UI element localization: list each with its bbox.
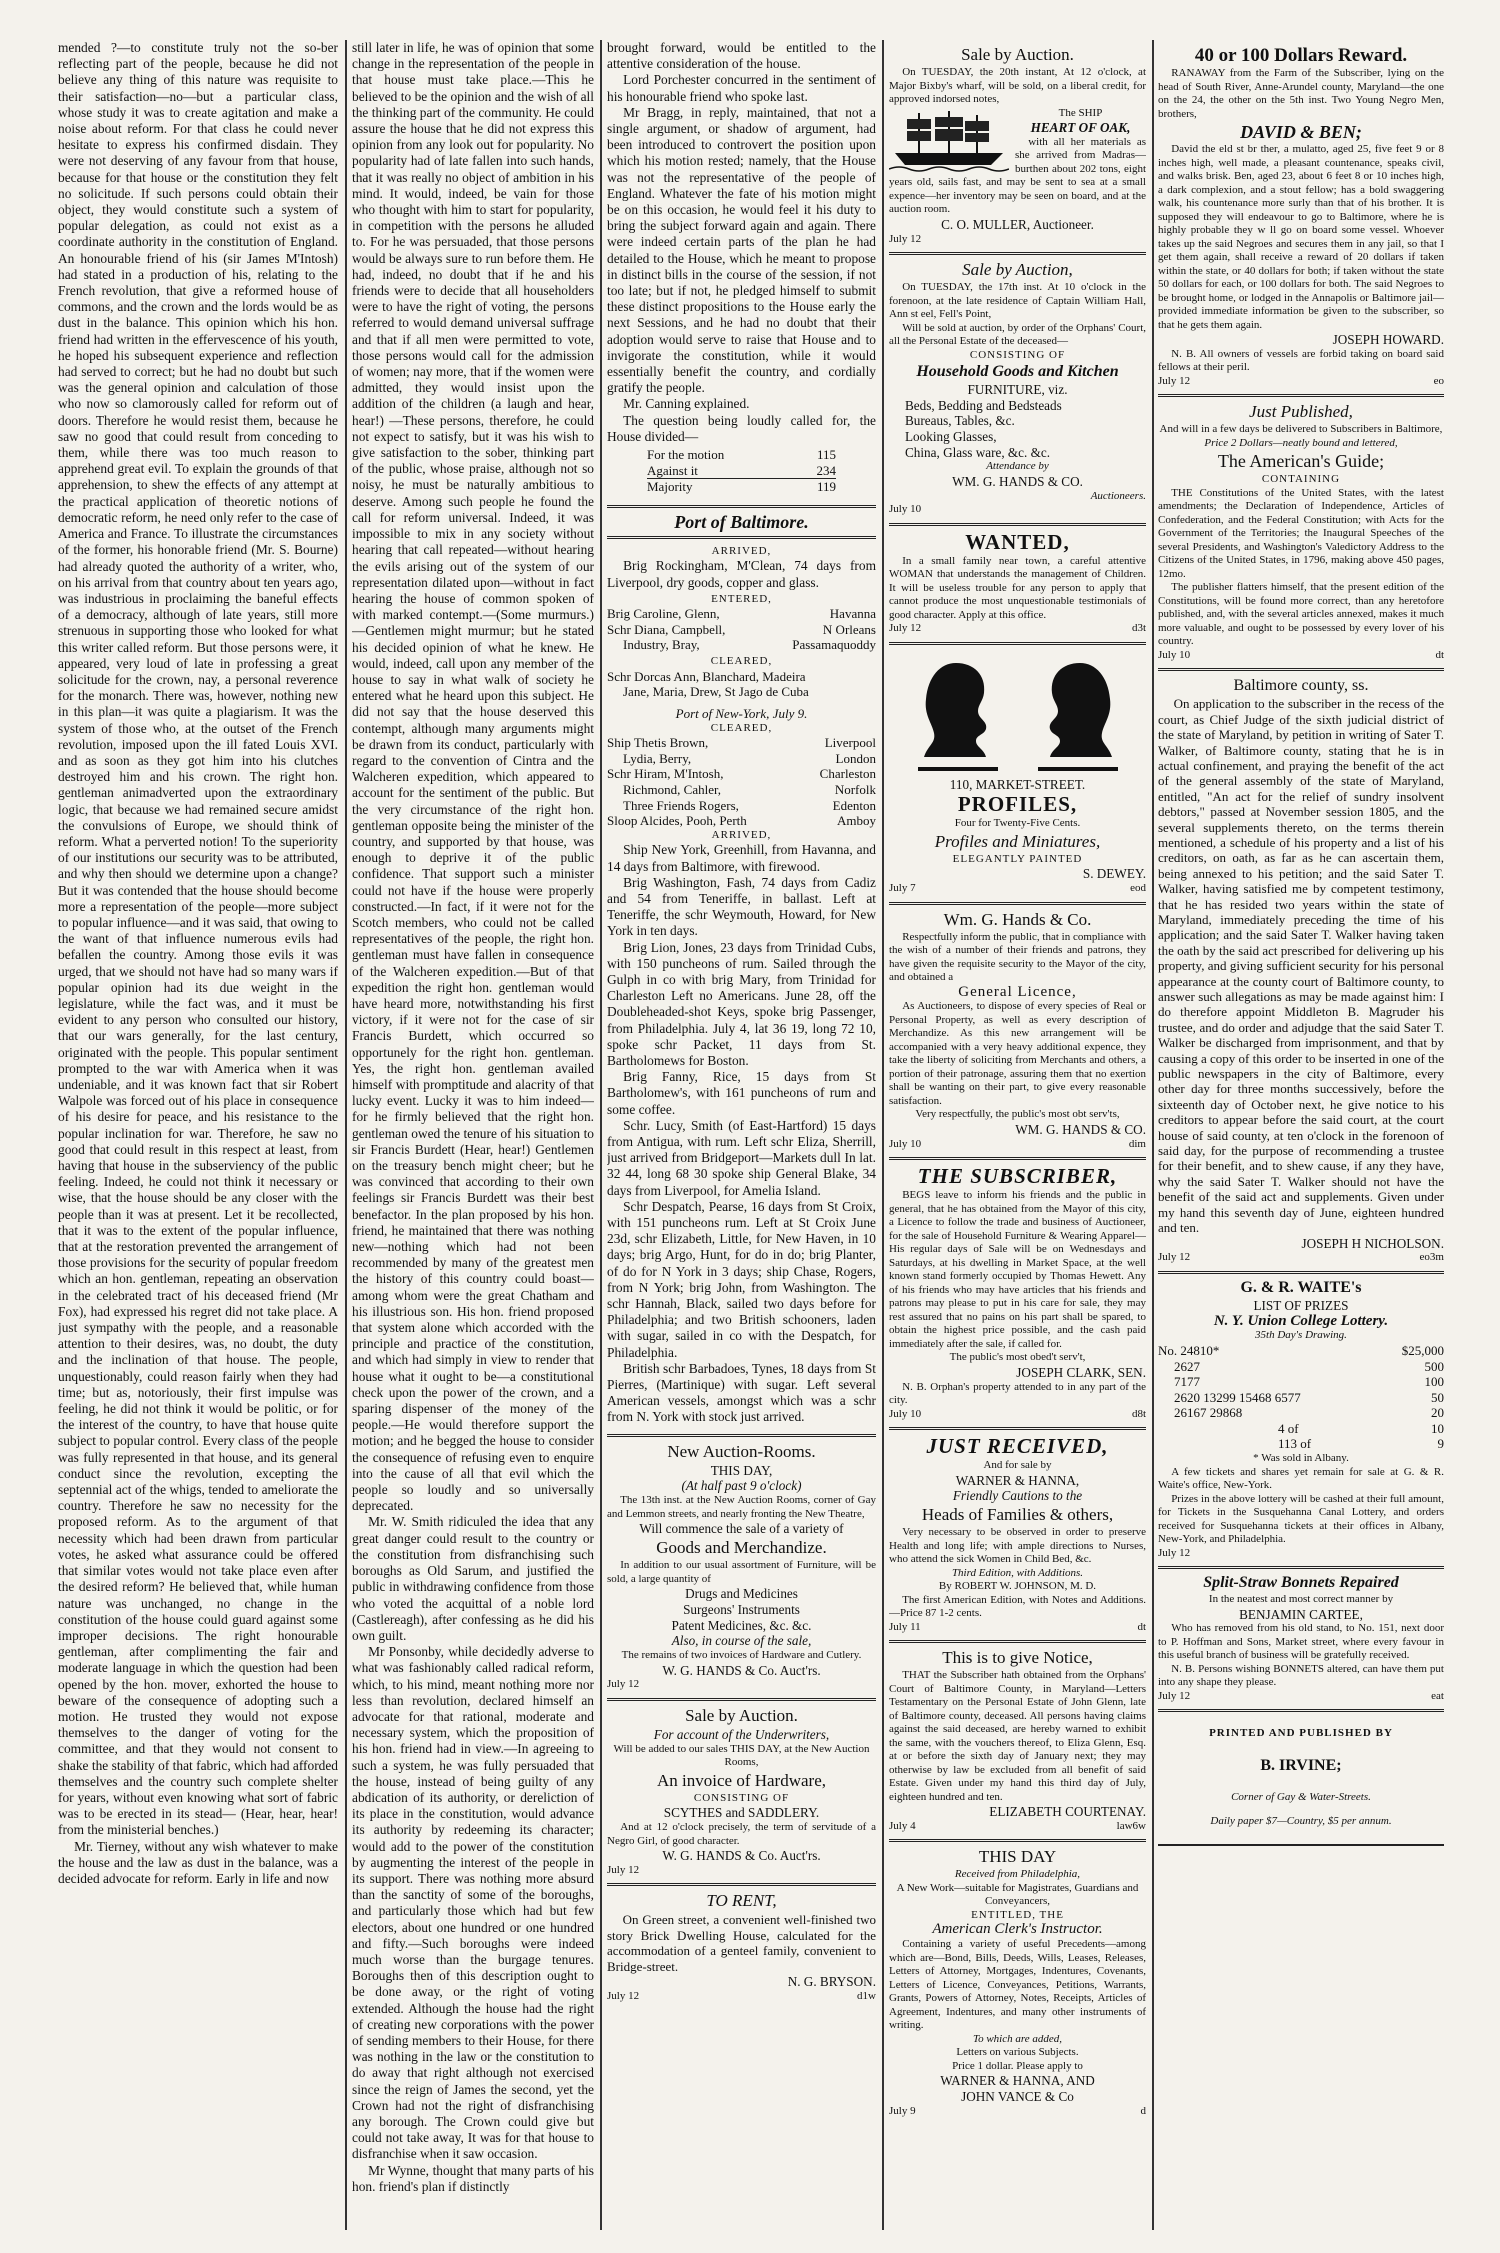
- speech-paragraph: mended ?—to constitute truly not the so-ber reflecting part of the people, because he did not believe any thing of this nature was requisite to their satisfaction—no—but a particular class, whose study it was to create agitation and make a noise about reform. For that class he could never hesitate to express his confirmed disdain. They were not deserving of any favour from that house, because for that house or the constitution they felt no solicitude. If such persons could obtain their object, they would constitute such a system of popular delegation, as could not exist as a coordinate authority in the constitution of England. An honourable friend of his (sir James M'Intosh) had stated in a production of his, relating to the French revolution, that give a reformed house of commons, and the crown and the lords would be as dust in the balance. This opinion which his hon. friend had written in the effervescence of his youth, he hoped his subsequent experience and reflection had served to correct; but he had no doubt but such was the general opinion and calculation of those who now so clamorously called for reform out of doors. Therefore he would resist them, because he saw no good that could result from conceding to them, while there was too much reason to apprehend great evil. To explain the grounds of that apprehension, to shew the effects of any attempt at the practical application of theoretic notions of democratic reform, he need only refer to the case of America and France. To illustrate the circumstances of the former, his honorable friend (Mr. S. Bourne) had already quoted the authority of a writer, who, on his arrival from that country about ten years ago, was industrious in proclaiming the baneful effects of a democracy, although of late years, still more strenuous in supporting those who looked for what this writer called reform. But those persons were, it appeared, very loud of late in professing a great solicitude for the crown, nay, a personal reverence for the monarch. There was, however, nothing new in this plan—it was quite a plagiarism. It was the system of those who, at the outset of the French revolution, imposed upon the ill fated Louis XVI. and as soon as they got him into his clutches destroyed him and his crown. The right hon. gentleman animadverted upon the extraordinary logic, that because we had remained secure amidst the convulsions of Europe, we should think of reform. What a perverted notion! To the superiority of our institutions our security was to be attributed, and why then should we determine upon a change? But it was contended that the house should become more a representation of the people—more subject to popular influence—and it was said, that owing to the want of that influence numerous evils had befallen the country. Among those evils it was urged, that we should not have had so many wars if popular opinion had its due weight in the legislature, while the fact was, and it must be evident to any person who consulted our history, that our wars generally, for the last century, originated with the people. This popular sentiment prompted to the war with America when it was undeniable, and it was known fact that sir Robert Walpole was forced out of his place in consequence of his desire for peace, and his resistance to the popular inclination for war. Therefore, he saw no good that could result in this respect at least, from having that house in the subserviency of the public feeling. Indeed, he could not think it necessary or wise, that the house should be any closer with the people than it was at present. Let it be recollected, that it was to the extent of the popular influence, that at the restoration prevented the arrangement of those provisions for the security of popular freedom which an hon. gentleman, repeating an observation in the celebrated tract of his deceased friend (Mr Fox), had expressed his regret did not take place. A just sympathy with the people, and a reasonable attention to their desires, was, no doubt, the duty and the inclination of that house. The people, unquestionably, could reason fairly when they had time; but as, notoriously, their first impulse was feeling, he did not think it would be politic, or for the interest of the country, to have that house quite subject to popular control. Every class of the people was fully represented in that house, and its general conduct since the revolution, excepting the septennial act of the whigs, tended to ameliorate the country. Therefore he saw no necessity for the proposed reform. As to the argument of that necessity which had been drawn from particular votes, he asked what assurance could be offered that similar votes would not take place even after the desired reform? He believed that, while human nature was unchanged, no change in the constitution of the house could guard against some improper decisions. The right honourable gentleman, after complimenting the fair and moderate language in which the question had been opened by the hon. mover, exhorted the house to beware of the consequence of adopting such a motion. He trusted they would not expose themselves to the danger of voting for the committee, and that they would not consent to shake the stability of that fabric, which had afforded themselves and the country such complete shelter for years, without even knowing what sort of fabric was to be erected in its stead— (Hear, hear, hear! from the ministerial benches.): [58, 40, 338, 1838]
- ad-code: law6w: [1116, 1819, 1146, 1832]
- ad-line: The public's most obed't serv't,: [949, 1351, 1086, 1364]
- ad-body: The 13th inst. at the New Auction Rooms, corner of Gay and Lemmon streets, and nearly fronting the New Theatre,: [607, 1494, 876, 1520]
- prize-row: [1158, 1374, 1444, 1390]
- ad-line: To which are added,: [972, 2032, 1063, 2045]
- speech-paragraph: Mr Bragg, in reply, maintained, that not a single argument, or shadow of argument, had been introduced to controvert the position upon which his motion rested; namely, that the House was not the representative of the people of England. Whatever the fate of his motion might be on this occasion, he would feel it his duty to bring the subject forward again and again. There were indeed certain parts of the plan he had detailed to the House, which he meant to propose in distinct bills in the course of the session, if not too late; but if not, he pledged himself to submit these distinct propositions to the House early the next Sessions, and he had no doubt that their adoption would serve to raise that House and to invigorate the constitution, while it would essentially benefit the country, and cordially gratify the people.: [607, 104, 876, 396]
- prize-amount: 9: [1437, 1436, 1444, 1452]
- ad-line: Patent Medicines, &c. &c.: [671, 1617, 812, 1633]
- ad-title: Split-Straw Bonnets Repaired: [1203, 1574, 1399, 1592]
- prize-amount: 100: [1424, 1374, 1444, 1390]
- vessel-name: Ship Thetis Brown,: [607, 735, 709, 751]
- ad-body: N. B. All owners of vessels are forbid taking on board said fellows at their peril.: [1158, 347, 1444, 374]
- prize-amount: 10: [1431, 1420, 1444, 1436]
- ad-body: And at 12 o'clock precisely, the term of servitude of a Negro Girl, of good character.: [607, 1821, 876, 1847]
- column-3: [607, 40, 876, 2230]
- division-for-label: For the motion: [647, 447, 725, 463]
- ad-signature: W. G. HANDS & Co. Auct'rs.: [662, 1662, 821, 1678]
- vessel-name: Richmond, Cahler,: [623, 782, 722, 798]
- ad-signature: WARNER & HANNA, AND: [940, 2073, 1095, 2089]
- prize-row: [1158, 1421, 1444, 1437]
- ad-item: Bureaus, Tables, &c.: [905, 413, 1015, 429]
- vessel-entry: Schr Dorcas Ann, Blanchard, Madeira: [607, 668, 806, 684]
- runaway-reward-ad: [1158, 40, 1444, 394]
- ad-line: Received from Philadelphia,: [954, 1868, 1081, 1881]
- ad-line: SCYTHES and SADDLERY.: [663, 1805, 820, 1821]
- port-label: CLEARED,: [710, 655, 773, 668]
- new-auction-rooms-ad: [607, 1434, 876, 1698]
- vessel-destination: Charleston: [819, 766, 876, 782]
- ad-heading: Heads of Families & others,: [921, 1505, 1114, 1525]
- ad-body: Will be sold at auction, by order of the Orphans' Court, all the Personal Estate of the deceased—: [889, 321, 1146, 348]
- ticket-number: No. 24810*: [1158, 1342, 1220, 1358]
- notice-ad: [889, 1640, 1146, 1839]
- ticket-number: 7177: [1174, 1374, 1200, 1390]
- ad-date: July 12: [889, 232, 922, 245]
- ad-title: Wm. G. Hands & Co.: [943, 909, 1092, 929]
- ad-line: Friendly Cautions to the: [952, 1488, 1083, 1504]
- ad-date: July 12: [607, 1863, 640, 1876]
- ad-heading: Profiles and Miniatures,: [934, 831, 1101, 851]
- speech-paragraph: brought forward, would be entitled to the attentive consideration of the house.: [607, 40, 876, 72]
- ad-title: Just Published,: [1249, 402, 1353, 422]
- ad-code: dim: [1128, 1137, 1146, 1150]
- ad-title: This is to give Notice,: [942, 1648, 1093, 1668]
- division-table: [607, 445, 876, 499]
- port-of-baltimore: [607, 505, 876, 539]
- ad-body: THAT the Subscriber hath obtained from the Orphans' Court of Baltimore County, in Maryland—Letters Testamentary on the Personal Estate of John Glenn, late of Baltimore county, deceased. All persons having claims against the said deceased, are hereby warned to exhibit the same, with the vouchers thereof, to Eliza Glenn, Esq. at or before the sixth day of January next; they may otherwise by law be excluded from all benefit of said Estate. Given under my hand this third day of July, eighteen hundred and ten.: [889, 1669, 1146, 1803]
- column-1: [58, 40, 338, 2220]
- ad-line: And will in a few days be delivered to Subscribers in Baltimore,: [1159, 423, 1443, 436]
- ad-line: ELEGANTLY PAINTED: [952, 852, 1083, 865]
- ad-date: July 10: [889, 503, 922, 516]
- ad-line: 35th Day's Drawing.: [1255, 1329, 1347, 1342]
- ad-title: 40 or 100 Dollars Reward.: [1194, 45, 1408, 66]
- port-entry: Brig Rockingham, M'Clean, 74 days from Liverpool, dry goods, copper and glass.: [607, 558, 876, 590]
- ad-code: dt: [1137, 1620, 1146, 1633]
- ad-line: In the neatest and most correct manner by: [1208, 1593, 1394, 1606]
- ad-code: dt: [1435, 648, 1444, 661]
- ad-line: LIST OF PRIZES: [1253, 1297, 1349, 1313]
- ticket-number: 4 of: [1278, 1420, 1299, 1436]
- ad-signature: JOSEPH H NICHOLSON.: [1301, 1235, 1444, 1251]
- ad-signature: C. O. MULLER, Auctioneer.: [941, 216, 1094, 232]
- household-sale-ad: [889, 252, 1146, 522]
- ad-line: Four for Twenty-Five Cents.: [954, 817, 1081, 830]
- ad-date: July 11: [889, 1620, 921, 1633]
- ad-signature: WM. G. HANDS & CO.: [952, 473, 1083, 489]
- ad-line: By ROBERT W. JOHNSON, M. D.: [938, 1580, 1097, 1593]
- division-against-label: Against it: [647, 462, 698, 478]
- ad-title: THIS DAY: [978, 1847, 1057, 1867]
- vessel-destination: Liverpool: [824, 735, 876, 751]
- division-majority-value: 119: [816, 479, 836, 495]
- ad-line: Surgeons' Instruments: [683, 1601, 800, 1617]
- ad-signature: JOSEPH CLARK, SEN.: [1016, 1364, 1146, 1380]
- ad-body: As Auctioneers, to dispose of every species of Real or Personal Property, as well as every description of Merchandize. As this new arrangement will be accompanied with a very heavy additional expence, they take the liberty of soliciting from Merchants and others, a portion of their patronage, assuring them that no exertion shall be wanting on their part, to give every reasonable satisfaction.: [889, 1000, 1146, 1107]
- ad-date: July 12: [1158, 1689, 1191, 1702]
- ad-code: eo: [1433, 374, 1444, 387]
- ad-line: CONSISTING OF: [693, 1791, 790, 1804]
- port-entry: Schr. Lucy, Smith (of East-Hartford) 15 days from Antigua, with rum. Left schr Eliza, Sherrill, just arrived from Bridgeport—Markets dull In lat. 32 44, long 68 30 spoke ship General Blake, 34 days from Liverpool, for Amelia Island.: [607, 1117, 876, 1198]
- ad-body: On TUESDAY, the 20th instant, At 12 o'clock, at Major Bixby's wharf, will be sold, on a liberal credit, for approved indorsed notes,: [889, 66, 1146, 105]
- ad-line: (At half past 9 o'clock): [681, 1478, 802, 1494]
- speech-paragraph: The question being loudly called for, the House divided—: [607, 412, 876, 444]
- vessel-entry: Jane, Maria, Drew, St Jago de Cuba: [623, 684, 809, 700]
- colophon-line: Corner of Gay & Water-Streets.: [1231, 1790, 1371, 1803]
- ad-signature: WM. G. HANDS & CO.: [1015, 1121, 1146, 1137]
- ship-icon: [889, 109, 1009, 173]
- port-label: ENTERED,: [711, 592, 772, 605]
- just-published-ad: [1158, 394, 1444, 668]
- vessel-name: Schr Diana, Campbell,: [607, 621, 726, 637]
- ad-signature: JOSEPH HOWARD.: [1332, 332, 1444, 347]
- division-against-value: 234: [816, 462, 836, 478]
- ad-line: Price 2 Dollars—neatly bound and lettered,: [1204, 436, 1398, 449]
- profile-silhouette-icon: [910, 655, 1006, 773]
- column-2: [352, 40, 594, 2220]
- licence-ad: [889, 902, 1146, 1158]
- bonnets-ad: [1158, 1566, 1444, 1709]
- ad-body: N. B. Persons wishing BONNETS altered, can have them put into any shape they please.: [1158, 1662, 1444, 1689]
- ad-title: WANTED,: [965, 529, 1070, 554]
- vessel-destination: N Orleans: [822, 621, 876, 637]
- vessel-destination: Norfolk: [834, 782, 876, 798]
- vessel-name: Sloop Alcides, Pooh, Perth: [607, 813, 747, 829]
- ad-line: And for sale by: [983, 1459, 1052, 1472]
- ad-line: Auctioneers.: [1090, 489, 1146, 502]
- ship-sale-ad: [889, 40, 1146, 252]
- subscriber-ad: [889, 1157, 1146, 1427]
- port-entry: Brig Fanny, Rice, 15 days from St Bartholomew's, with 161 puncheons of rum and some coffee.: [607, 1069, 876, 1117]
- ad-date: July 12: [1158, 1251, 1191, 1264]
- ad-line: Very respectfully, the public's most obt serv'ts,: [915, 1108, 1120, 1121]
- prize-row: [1158, 1405, 1444, 1421]
- section-subtitle: Port of New-York, July 9.: [675, 705, 808, 721]
- ad-heading: American Clerk's Instructor.: [932, 1921, 1103, 1938]
- ad-date: July 12: [607, 1678, 640, 1691]
- ad-body: Containing a variety of useful Precedents—among which are—Bond, Bills, Deeds, Wills, Leases, Releases, Letters of Attorney, Mortgages, Indentures, Covenants, Letters of Licence, Conveyances, Petitions, Warrants, Grants, Powers of Attorney, Notes, Receipts, Articles of Agreement, Indentures, and many other instruments of writing.: [889, 1938, 1146, 2032]
- speech-paragraph: Lord Porchester concurred in the sentiment of his honourable friend who spoke last.: [607, 72, 876, 104]
- prize-amount: 500: [1424, 1358, 1444, 1374]
- ship-name: HEART OF OAK,: [1030, 120, 1131, 135]
- division-majority-label: Majority: [647, 479, 693, 495]
- column-rule: [345, 40, 347, 2230]
- vessel-name: Schr Hiram, M'Intosh,: [607, 766, 724, 782]
- clerks-instructor-ad: [889, 1839, 1146, 2124]
- ad-title: TO RENT,: [706, 1891, 777, 1911]
- ad-code: eo3m: [1419, 1251, 1444, 1264]
- port-entry: Ship New York, Greenhill, from Havanna, and 14 days from Baltimore, with firewood.: [607, 842, 876, 874]
- ad-title: THE SUBSCRIBER,: [917, 1164, 1118, 1189]
- ad-line: THIS DAY,: [710, 1462, 773, 1478]
- ad-body: THE Constitutions of the United States, with the latest amendments; the Declaration of Independence, Articles of Confederation, and the Federal Constitution; with Acts for the Government of the Territories; the Inaugural Speeches of the several Presidents, and Washington's Valedictory Address to the Citizens of the United States, in 1796, making above 450 pages, 12mo.: [1158, 486, 1444, 580]
- port-label: ARRIVED,: [711, 828, 772, 841]
- ad-code: d8t: [1131, 1407, 1146, 1420]
- insolvent-notice-ad: [1158, 668, 1444, 1271]
- ad-title: Sale by Auction.: [685, 1705, 798, 1725]
- ad-body: The publisher flatters himself, that the present edition of the Constitutions, will be found more correct, than any heretofore published, and, with the several articles annexed, makes it much more valuable, and ought to be possessed by every lover of his country.: [1158, 581, 1444, 648]
- prize-row: [1158, 1343, 1444, 1359]
- port-entry: Brig Lion, Jones, 23 days from Trinidad Cubs, with 150 puncheons of rum. Sailed through the Gulph in co with brig Mary, from Trinidad for Charleston Left no Americans. June 28, off the Doubleheaded-shot Keys, spoke brig Passenger, from Philadelphia. July 4, lat 36 19, long 72 10, spoke schr Packet, 11 days from St. Bartholomews for Boston.: [607, 939, 876, 1068]
- ad-signature: N. G. BRYSON.: [787, 1974, 876, 1989]
- ticket-number: 113 of: [1278, 1436, 1312, 1452]
- ad-title: New Auction-Rooms.: [667, 1441, 816, 1461]
- ad-line: A New Work—suitable for Magistrates, Guardians and Conveyancers,: [896, 1881, 1139, 1908]
- lottery-ad: [1158, 1271, 1444, 1566]
- ad-code: eod: [1130, 882, 1146, 895]
- ad-body: Who has removed from his old stand, to No. 151, next door to P. Hoffman and Sons, Market street, where every favour in this useful branch of business will be gratefully received.: [1158, 1622, 1444, 1662]
- ad-date: July 4: [889, 1819, 916, 1832]
- ad-title: G. & R. WAITE's: [1240, 1278, 1362, 1296]
- ad-date: July 12: [1158, 374, 1191, 387]
- ad-code: d: [1140, 2104, 1146, 2117]
- colophon-line: PRINTED AND PUBLISHED BY: [1209, 1727, 1393, 1740]
- ad-heading: Household Goods and Kitchen: [916, 363, 1119, 381]
- prize-amount: 50: [1431, 1389, 1444, 1405]
- ad-line: ENTITLED, THE: [971, 1908, 1064, 1921]
- ad-body: A few tickets and shares yet remain for sale at G. & R. Waite's office, New-York.: [1158, 1465, 1444, 1492]
- speech-paragraph: Mr. Canning explained.: [623, 396, 750, 412]
- vessel-destination: London: [835, 750, 876, 766]
- division-for-value: 115: [816, 447, 836, 463]
- ad-heading: N. Y. Union College Lottery.: [1213, 1312, 1389, 1329]
- ad-date: July 9: [889, 2104, 916, 2117]
- ad-code: d3t: [1131, 622, 1146, 635]
- ad-line: Also, in course of the sale,: [671, 1633, 812, 1649]
- silhouette-images: [889, 655, 1146, 773]
- colophon-line: Daily paper $7—Country, $5 per annum.: [1210, 1815, 1392, 1828]
- ad-footnote: * Was sold in Albany.: [1253, 1452, 1349, 1465]
- prize-row: [1158, 1390, 1444, 1406]
- ad-date: July 12: [889, 622, 922, 635]
- speech-paragraph: Mr Ponsonby, while decidedly adverse to what was fashionably called radical reform, which, to his mind, meant nothing more nor less than revolution, declared himself an advocate for that rational, moderate and necessary system, which the proposition of his hon. friend had in view.—In agreeing to such a system, he was fully persuaded that the house, instead of being guilty of any abdication of its authority, or dereliction of its place in the constitution, would advance its authority by redeeming its character; would add to the power of the constitution by augmenting the interest of the people in its support. There was nothing more absurd than the sanctity of some of the boroughs, and particularly those which had but few electors, about one hundred or one hundred and fifty.—Such boroughs were indeed much worse than the burgage tenures. Boroughs then of this description ought to be done away, or the right of voting extended. Although the house had the right of creating new corporations with the power of sending members to their House, for there was nothing in the law or the constitution to do away that right although not exercised since the reign of James the second, yet the Crown had not the right of disfranchising any borough. The Crown could give but could not take away, It was for that house to disfranchise when it saw occasion.: [352, 1644, 594, 2162]
- column-rule: [882, 40, 884, 2230]
- ad-line: WARNER & HANNA,: [955, 1472, 1080, 1488]
- ad-title: JUST RECEIVED,: [926, 1434, 1109, 1459]
- ad-date: July 10: [1158, 648, 1191, 661]
- prize-row: [1158, 1436, 1444, 1452]
- ticket-number: 2627: [1174, 1358, 1200, 1374]
- ad-line: FURNITURE, viz.: [967, 382, 1068, 398]
- ad-signature: BENJAMIN CARTEE,: [1239, 1606, 1363, 1622]
- ad-body: David the eld st br ther, a mulatto, aged 25, five feet 9 or 8 inches high, well made, a pleasant countenance, speaks civil, and walks brisk. Ben, aged 23, about 6 feet 8 or 10 inches high, a dark complexion, and a stout fellow; has a bold swaggering walk, his countenance more surly than that of his brother. It is supposed they will endeavour to go to Baltimore, where he is highly probable they w ll go on board some vessel. Whoever takes up the said Negroes and secures them in any jail, so that I get them again, shall receive a reward of 20 dollars if taken within the state, or 40 dollars for both; if taken without the state 50 dollars for each, or 100 dollars for both. The said Negroes to be brought home, or lodged in the Annapolis or Baltimore jail—provided immediate information be given to the subscriber, so that he gets them again.: [1158, 143, 1444, 331]
- ad-item: Looking Glasses,: [905, 429, 997, 445]
- ad-title: Baltimore county, ss.: [1233, 677, 1369, 695]
- column-rule: [600, 40, 602, 2230]
- ad-body: with all her materials as she arrived from Madras—burthen about 202 tons, eight years old, sails fast, and may be sent to sea at a small expence—her inventory may be seen on board, and at the auction room.: [889, 135, 1146, 216]
- ad-body: In addition to our usual assortment of Furniture, will be sold, a large quantity of: [607, 1559, 876, 1585]
- port-entry: British schr Barbadoes, Tynes, 18 days from St Pierres, (Martinique) with sugar. Left several American vessels, amongst which was a schr from N. York with stock just arrived.: [607, 1360, 876, 1425]
- ad-line: 110, MARKET-STREET.: [949, 776, 1086, 792]
- ad-line: CONSISTING OF: [969, 348, 1066, 361]
- vessel-name: Lydia, Berry,: [623, 750, 692, 766]
- ad-item: Beds, Bedding and Bedsteads: [905, 397, 1062, 413]
- ad-heading: An invoice of Hardware,: [657, 1770, 826, 1790]
- ad-body: RANAWAY from the Farm of the Subscriber, lying on the head of South River, Anne-Arundel county, Maryland—the one on the 24, the other on the 5th inst. Two Young Negro Men, brothers,: [1158, 67, 1444, 120]
- ad-title: Sale by Auction.: [961, 45, 1074, 64]
- ad-signature: W. G. HANDS & Co. Auct'rs.: [662, 1848, 821, 1864]
- ad-item: China, Glass ware, &c. &c.: [905, 444, 1051, 460]
- port-label: CLEARED,: [710, 721, 773, 734]
- ad-body: The first American Edition, with Notes and Additions.—Price 87 1-2 cents.: [889, 1593, 1146, 1620]
- ad-signature: JOHN VANCE & Co: [961, 2089, 1074, 2105]
- ticket-number: 2620 13299 15468 6577: [1174, 1389, 1301, 1405]
- ad-line: Third Edition, with Additions.: [951, 1566, 1084, 1579]
- wanted-ad: [889, 523, 1146, 642]
- ad-heading: Goods and Merchandize.: [656, 1538, 827, 1557]
- speech-paragraph: Mr. W. Smith ridiculed the idea that any great danger could result to the country or the constitution from disfranchising such boroughs as Old Sarum, and justified the public in withdrawing confidence from those who voted the acquittal of a noble lord (Castlereagh), after confessing as he did his own guilt.: [352, 1514, 594, 1643]
- section-title: Port of Baltimore.: [674, 511, 809, 532]
- speech-paragraph: Mr. Tierney, without any wish whatever to make the house and the law as dust in the balance, was a decided advocate for reform. Early in life and now: [58, 1838, 338, 1886]
- ad-body: Prizes in the above lottery will be cashed at their full amount, for Tickets in the Susquehanna Canal Lottery, and orders received for Susquehanna tickets at their offices in Albany, New-York, and Philadelphia.: [1158, 1492, 1444, 1546]
- ad-body: BEGS leave to inform his friends and the public in general, that he has obtained from the Mayor of this city, a Licence to follow the trade and business of Auctioneer, for the sale of Household Furniture & Wearing Apparel—His regular days of Sale will be on Wednesdays and Saturdays, at his dwelling in Market Space, at the well known stand formerly occupied by Thomas Hewett. Any of his friends who may have articles that his friends and patrons may please to put in his care for sale, they may rest assured that no pains on his part shall be spared, to obtain the highest price possible, and the cash paid immediately after the sale, if called for.: [889, 1189, 1146, 1350]
- speech-paragraph: still later in life, he was of opinion that some change in the representation of the people in that house must take place.—This he believed to be the opinion and the wish of all the thinking part of the community. He could assure the house that he did not express this opinion from any look out for popularity. No popularity had of late fallen into such hands, that it was really no object of ambition in his mind. It would, indeed, be vain for those who thought with him to start for popularity, in competition with the persons he alluded to. For he was persuaded, that those persons would be always sure to run before them. He had, indeed, no doubt that if he and his friends were to decide that all householders were to have the right of voting, the persons referred to would demand universal suffrage and that if all men were permitted to vote, those persons would call for the admission of women; nay more, that if the women were admitted, they would insist upon the addition of the children (a laugh and hear, hear!) —These persons, therefore, he could not expect to satisfy, but it was his wish to give satisfaction to the sober, thinking part of the public, whose praise, although not so noisy, he must be naturally ambitious to deserve. Among such people he found the call for reform universal. Indeed, it was impossible to mix in any society without hearing that call repeated—without hearing the evils arising out of the system of our representation dilated upon—without in fact hearing the house of common spoken of with marked contempt.—(Some murmurs.)—Gentlemen might murmur; but he stated his decided opinion of what he knew. He would, indeed, call upon any member of the house to say in what walk of society he entered what he heard upon this subject. He did not say that the house deserved this contempt, although many arguments might be drawn from its conduct, particularly with regard to the convention of Cintra and the Walcheren expedition, which appeared to account for the sentiment of the public. But the very circumstance of the right hon. gentleman opposite being the minister of the country, and supported by that house, was enough to deprive it of the public confidence. That support such a minister could not have if the house were properly constructed.—In fact, if it were not for the Scotch members, who could not be called representatives of the people, the right hon. gentleman must have fallen in consequence of the Walcheren expedition.—But of that expedition the right hon. gentleman would have heard more, notwithstanding his first victory, if it were not for the case of sir Francis Burdett, which occurred so opportunely for the right hon. gentleman. Yes, the right hon. gentleman availed himself with promptitude and alacrity of that lucky event. Lucky it was to him indeed—for he firmly believed that the right hon. gentleman owed the tenure of his situation to sir Francis Burdett (Hear, hear!) Gentlemen on the treasury bench might cheer; but he was convinced that according to their own feelings sir Francis Burdett was their best benefactor. In the plan proposed by his hon. friend, he maintained that there was nothing new—nothing which had not been recommended by many of the greatest men the history of this country could boast—among whom were the great Chatham and his illustrious son. His hon. friend proposed that system alone which accorded with the principle and practice of the constitution, and which had simply in view to render that house what it ought to be—a constitutional check upon the power of the crown, and a sparing dispenser of the money of the people.—He would therefore support the motion; and he begged the house to consider the consequence of refusing even to enquire into the cause of all that evil which the people so loudly and so universally deprecated.: [352, 40, 594, 1514]
- vessel-destination: Edenton: [832, 797, 876, 813]
- ad-line: Will commence the sale of a variety of: [639, 1521, 844, 1537]
- ad-heading: DAVID & BEN;: [1240, 122, 1362, 142]
- ad-body: On Green street, a convenient well-finished two story Brick Dwelling House, calculated for the accommodation of a genteel family, convenient to Bridge-street.: [607, 1912, 876, 1974]
- ad-line: The remains of two invoices of Hardware and Cutlery.: [621, 1649, 862, 1662]
- column-5: [1158, 40, 1444, 2230]
- profile-silhouette-icon: [1030, 655, 1126, 773]
- vessel-destination: Passamaquoddy: [792, 637, 876, 653]
- ad-date: July 12: [1158, 1546, 1191, 1559]
- ad-body: Respectfully inform the public, that in compliance with the wish of a number of their friends and patrons, they have given the requisite security to the Mayor of the city, and obtained a: [889, 930, 1146, 984]
- ad-heading: The American's Guide;: [1217, 451, 1385, 472]
- ad-signature: S. DEWEY.: [1082, 866, 1146, 882]
- ad-date: July 12: [607, 1989, 640, 2002]
- column-rule: [1152, 40, 1154, 2230]
- port-entry: Brig Washington, Fash, 74 days from Cadiz and 54 from Teneriffe, in ballast. Left at Teneriffe, the schr Weymouth, Howard, for New York in ten days.: [607, 874, 876, 939]
- ad-line: Will be added to our sales THIS DAY, at the New Auction Rooms,: [613, 1742, 870, 1769]
- ad-line: Price 1 dollar. Please apply to: [952, 2059, 1083, 2072]
- ad-date: July 10: [889, 1137, 922, 1150]
- ad-body: Very necessary to be observed in order to preserve Health and long life; with ample directions to Nurses, who attend the sick Women in Child Bed, &c.: [889, 1526, 1146, 1566]
- underwriters-sale-ad: [607, 1698, 876, 1883]
- prize-row: [1158, 1359, 1444, 1375]
- ad-body: In a small family near town, a careful attentive WOMAN that understands the management of Children. It will be useless trouble for any person to apply that cannot produce the most unquestionable testimonials of good character. Apply at this office.: [889, 554, 1146, 621]
- ad-body: N. B. Orphan's property attended to in any part of the city.: [889, 1380, 1146, 1407]
- colophon: [1158, 1709, 1444, 1846]
- vessel-name: Brig Caroline, Glenn,: [607, 606, 720, 622]
- vessel-destination: Amboy: [837, 813, 876, 829]
- prize-list: [1158, 1343, 1444, 1452]
- ad-line: Letters on various Subjects.: [956, 2046, 1079, 2059]
- ad-heading: General Licence,: [958, 983, 1077, 1000]
- ad-line: Drugs and Medicines: [685, 1586, 798, 1601]
- ad-body: On application to the subscriber in the recess of the court, as Chief Judge of the sixth judicial district of the state of Maryland, by petition in writing of Sater T. Walker, of Baltimore county, stating that he is in actual confinement, and praying the benefit of the act of the general assembly of the state of Maryland, entitled, "An act for the relief of sundry insolvent debtors," passed at November session 1805, and the several supplements thereto, on the terms therein mentioned, a schedule of his property and a list of his creditors, on oath, as far as he can ascertain them, being annexed to his petition; and the said Sater T. Walker, having satisfied me by competent testimony, that he has resided two years within the state of Maryland, immediately preceding the time of his application; and the said Sater T. Walker having taken the oath by the said act prescribed for delivering up his property, and giving sufficient security for his personal appearance at the county court of Baltimore county, to answer such allegations as may be made against him: I do therefore appoint Middleton B. Magruder his trustee, and do order and adjudge that the said Sater T. Walker be discharged from imprisonment, and that by causing a copy of this order to be inserted in one of the public newspapers in the city of Baltimore, every other day for three months successively, before the sixteenth day of October next, he give notice to his creditors to appear before the said court, at the court house of said county, at ten o'clock in the forenoon of said day, for the purpose of recommending a trustee for their benefit, and to shew cause, if any they have, why the said Sater T. Walker should not have the benefit of the said act and supplements. Given under my hand this seventh day of June, eighteen hundred and ten.: [1158, 696, 1444, 1236]
- ad-title: Sale by Auction,: [962, 260, 1073, 280]
- vessel-destination: Havanna: [829, 606, 876, 622]
- port-label: ARRIVED,: [711, 544, 772, 557]
- ad-code: eat: [1431, 1689, 1444, 1702]
- profiles-ad: [889, 642, 1146, 902]
- ad-line: Attendance by: [986, 460, 1049, 473]
- ad-body: On TUESDAY, the 17th inst. At 10 o'clock in the forenoon, at the late residence of Captain William Hall, Ann st eel, Fell's Point,: [889, 281, 1146, 321]
- port-entry: Schr Despatch, Pearse, 16 days from St Croix, with 151 puncheons rum. Left at St Croix June 23d, schr Elizabeth, Little, for New Haven, in 10 days; brig Argo, Hunt, for do in do; brig Planter, of do for N York in 3 days; ship Chase, Rogers, from N York; brig John, from Washington. The schr Hannah, Black, sailed two days before for Philadelphia; and two British schooners, laden with sugar, sailed in co with the Despatch, for Philadelphia.: [607, 1198, 876, 1360]
- ad-date: July 10: [889, 1407, 922, 1420]
- ad-title: PROFILES,: [957, 792, 1078, 817]
- prize-amount: $25,000: [1401, 1342, 1444, 1358]
- ad-date: July 7: [889, 882, 916, 895]
- colophon-publisher: B. IRVINE;: [1260, 1756, 1342, 1774]
- ad-line: For account of the Underwriters,: [653, 1726, 830, 1742]
- column-4: [889, 40, 1146, 2230]
- ad-signature: ELIZABETH COURTENAY.: [989, 1804, 1146, 1820]
- ad-code: d1w: [857, 1989, 876, 2002]
- vessel-name: Three Friends Rogers,: [623, 797, 739, 813]
- prize-amount: 20: [1431, 1405, 1444, 1421]
- ad-line: The SHIP: [1058, 106, 1103, 119]
- ad-line: CONTAINING: [1261, 473, 1341, 486]
- just-received-ad: [889, 1427, 1146, 1640]
- ticket-number: 26167 29868: [1174, 1405, 1243, 1421]
- speech-paragraph: Mr Wynne, thought that many parts of his hon. friend's plan if distinctly: [352, 2162, 594, 2194]
- to-rent-ad: [607, 1883, 876, 2009]
- vessel-name: Industry, Bray,: [623, 637, 700, 653]
